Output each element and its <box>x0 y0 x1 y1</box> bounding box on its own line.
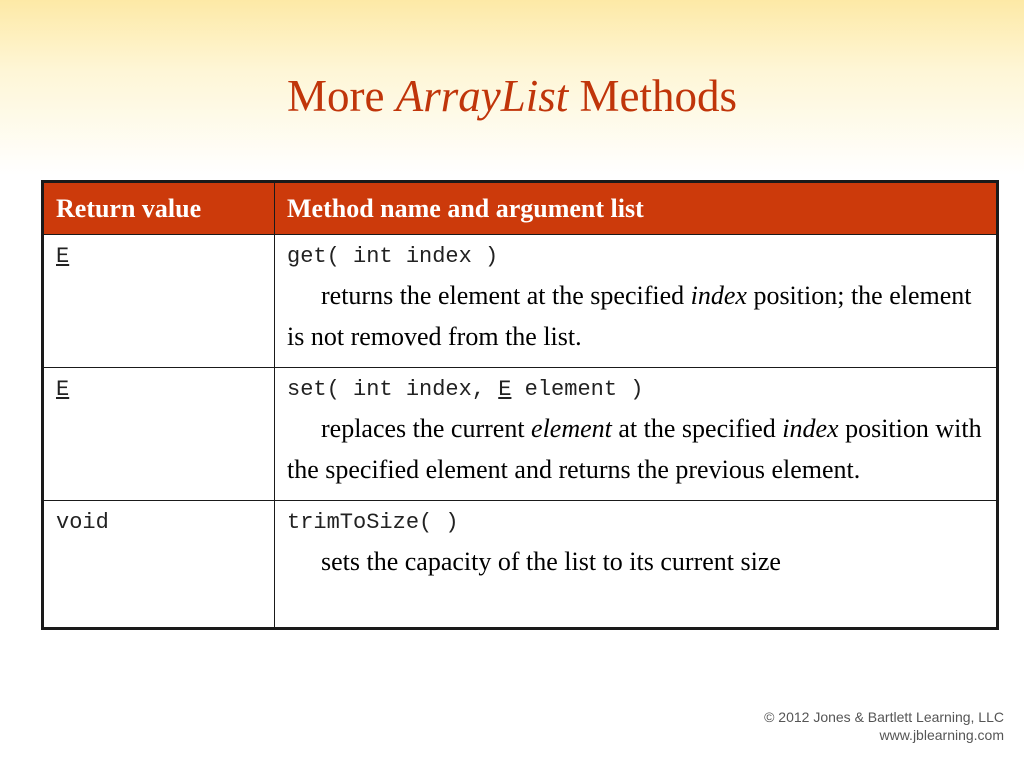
footer-url: www.jblearning.com <box>879 727 1004 743</box>
slide-title <box>0 66 1024 126</box>
header-return-value: Return value <box>43 182 275 235</box>
title-post: Methods <box>568 71 737 121</box>
table-row <box>43 501 998 629</box>
table-header-row <box>43 182 998 235</box>
method-cell <box>275 501 998 629</box>
sig-part: set( int index, <box>287 377 499 402</box>
method-signature <box>287 376 986 404</box>
method-cell <box>275 235 998 368</box>
method-signature: trimToSize( ) <box>287 510 459 535</box>
method-description: sets the capacity of the list to its current size <box>321 547 781 576</box>
return-type-cell <box>43 235 275 368</box>
desc-italic: element <box>531 414 612 443</box>
return-type: E <box>56 244 70 269</box>
copyright-footer <box>764 708 1004 744</box>
table-row <box>43 368 998 501</box>
method-cell <box>275 368 998 501</box>
sig-part: element ) <box>511 377 644 402</box>
title-arraylist: ArrayList <box>395 71 569 121</box>
desc-text: returns the element at the specified <box>321 281 691 310</box>
return-type: void <box>56 510 109 535</box>
return-type-cell <box>43 368 275 501</box>
title-pre: More <box>286 71 396 121</box>
method-signature: get( int index ) <box>287 244 499 269</box>
return-type: E <box>56 377 70 402</box>
copyright-text: © 2012 Jones & Bartlett Learning, LLC <box>764 709 1004 725</box>
sig-type: E <box>498 377 512 402</box>
desc-text: position with the specified element and returns the previous element. <box>287 414 982 484</box>
return-type-cell <box>43 501 275 629</box>
desc-text: position; the element is not removed from the list. <box>287 281 972 351</box>
desc-italic: index <box>782 414 839 443</box>
desc-text: replaces the current <box>321 414 532 443</box>
desc-italic: index <box>690 281 747 310</box>
header-method-name: Method name and argument list <box>275 182 998 235</box>
table-row <box>43 235 998 368</box>
desc-text: at the specified <box>611 414 783 443</box>
method-description <box>287 408 986 490</box>
method-description <box>287 275 986 357</box>
methods-table <box>41 180 999 630</box>
